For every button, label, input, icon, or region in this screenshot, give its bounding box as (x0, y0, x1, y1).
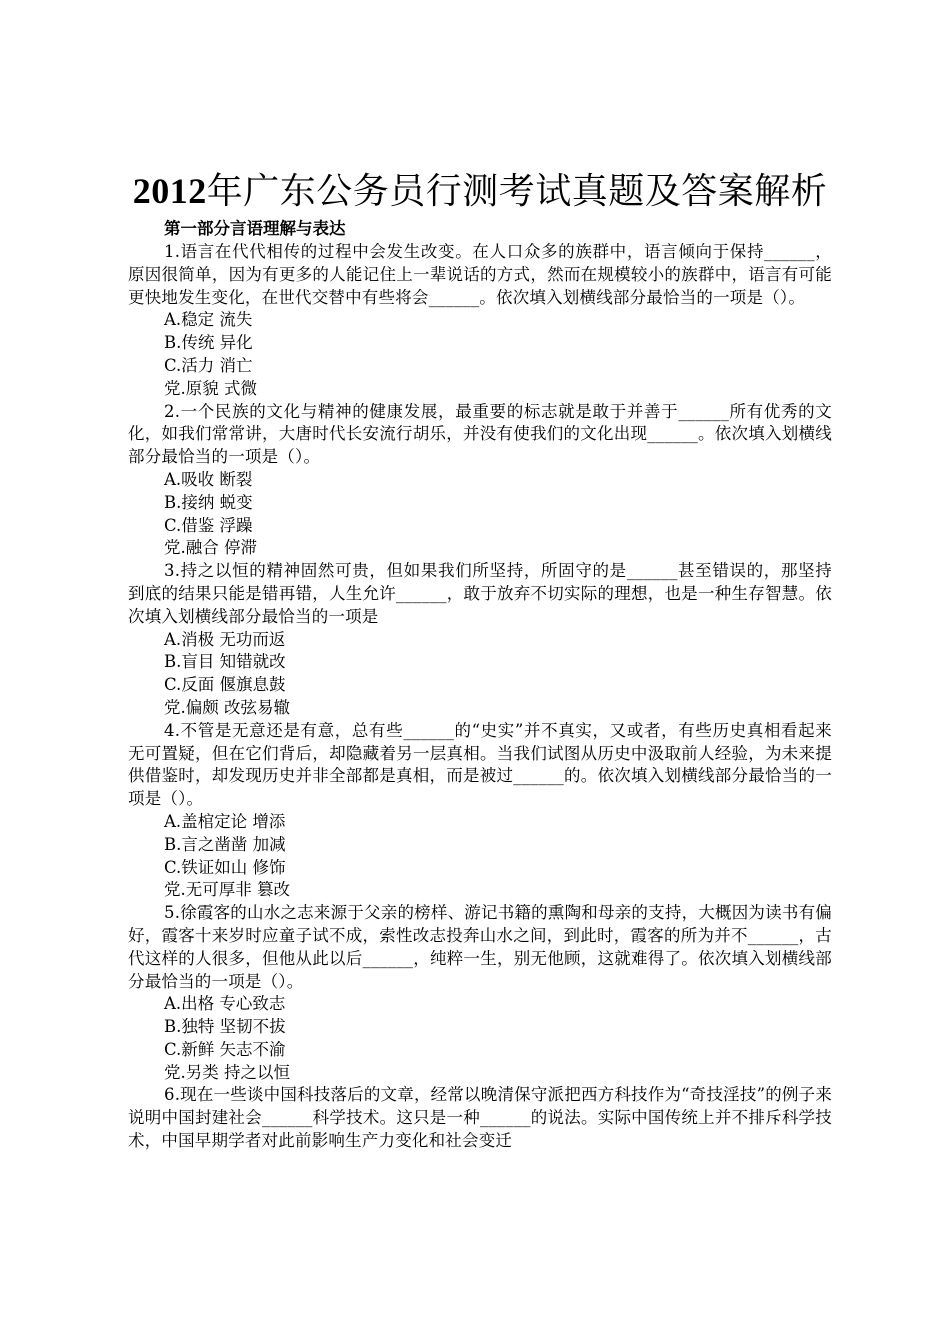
answer-option: C.新鲜 矢志不渝 (164, 1039, 286, 1059)
question-text: 6.现在一些谈中国科技落后的文章，经常以晚清保守派把西方科技作为“奇技淫技”的例子来说明中国封建社会______科学技术。这只是一种______的说法。实际中国传统上并不排斥科学技术，中国早期学者对此前影响生产力变化和社会变迁 (128, 1085, 833, 1151)
answer-option: 党.偏颇 改弦易辙 (164, 697, 290, 717)
answer-option: C.借鉴 浮躁 (164, 515, 253, 535)
answer-option: A.稳定 流失 (164, 310, 253, 330)
answer-option: C.铁证如山 修饰 (164, 857, 286, 877)
question-text: 5.徐霞客的山水之志来源于父亲的榜样、游记书籍的熏陶和母亲的支持，大概因为读书有偏好，霞客十来岁时应童子试不成，索性改志投奔山水之间，到此时，霞客的所为并不______，古代这样的人很多，但他从此以后______，纯粹一生，别无他顾，这就难得了。依次填入划横线部分最恰当的一项是（）。 (128, 903, 832, 991)
answer-option: B.接纳 蜕变 (164, 492, 253, 512)
answer-option: C.活力 消亡 (164, 355, 253, 375)
answer-option: B.言之凿凿 加减 (164, 834, 286, 854)
answer-option: A.消极 无功而返 (164, 629, 286, 649)
answer-option: 党.原貌 式微 (164, 378, 257, 398)
answer-option: B.独特 坚韧不拔 (164, 1017, 286, 1037)
question-text: 4.不管是无意还是有意，总有些______的“史实”并不真实，又或者，有些历史真相看起来无可置疑，但在它们背后，却隐藏着另一层真相。当我们试图从历史中汲取前人经验，为未来提供借鉴时，却发现历史并非全部都是真相，而是被过______的。依次填入划横线部分最恰当的一项是（）。 (128, 720, 832, 809)
title-year: 2012 (132, 171, 207, 211)
answer-option: B.盲目 知错就改 (164, 652, 286, 672)
document-page (128, 166, 832, 1153)
document-title (128, 166, 832, 217)
question-text: 3.持之以恒的精神固然可贵，但如果我们所坚持，所固守的是______甚至错误的，那坚持到底的结果只能是错再错，人生允许______，敢于放弃不切实际的理想，也是一种生存智慧。依次填入划横线部分最恰当的一项是 (128, 561, 832, 626)
question-text: 2.一个民族的文化与精神的健康发展，最重要的标志就是敢于并善于______所有优秀的文化，如我们常常讲，大唐时代长安流行胡乐，并没有使我们的文化出现______。依次填入划横线部分最恰当的一项是（）。 (128, 401, 832, 467)
question-text: 1.语言在代代相传的过程中会发生改变。在人口众多的族群中，语言倾向于保持______，原因很简单，因为有更多的人能记住上一辈说话的方式，然而在规模较小的族群中，语言有可能更快地发生变化，在世代交替中有些将会______。依次填入划横线部分最恰当的一项是（）。 (128, 242, 832, 307)
title-text: 年广东公务员行测考试真题及答案解析 (206, 171, 828, 212)
answer-option: 党.无可厚非 篡改 (164, 880, 290, 900)
answer-option: A.出格 专心致志 (164, 994, 286, 1014)
section-heading: 第一部分言语理解与表达 (164, 220, 346, 238)
answer-option: A.盖棺定论 增添 (164, 811, 286, 831)
answer-option: B.传统 异化 (164, 333, 253, 353)
answer-option: C.反面 偃旗息鼓 (164, 675, 286, 695)
answer-option: A.吸收 断裂 (164, 469, 253, 489)
answer-option: 党.另类 持之以恒 (164, 1062, 290, 1082)
answer-option: 党.融合 停滞 (164, 538, 257, 558)
